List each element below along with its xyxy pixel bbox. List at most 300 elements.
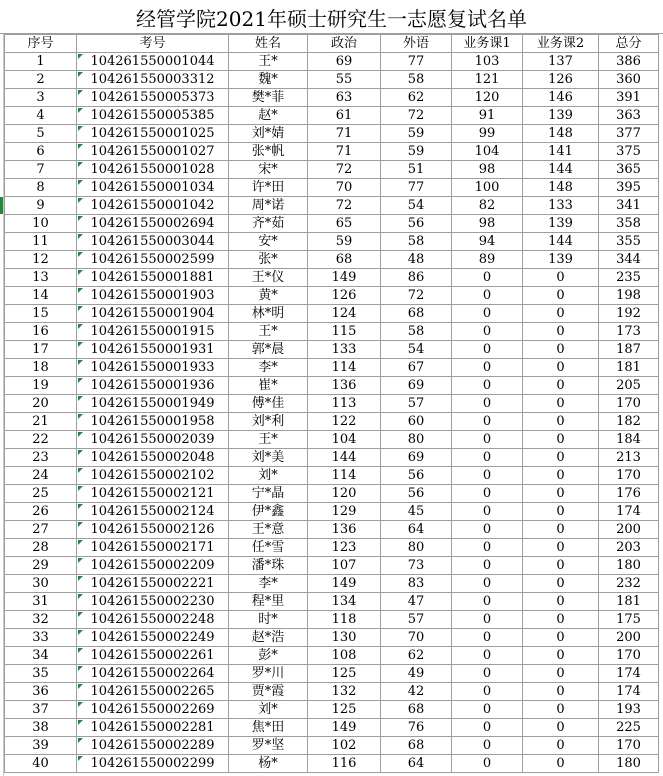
column-header-language[interactable]: 外语: [381, 35, 452, 53]
seq-cell[interactable]: 10: [5, 215, 77, 233]
exam-id-cell[interactable]: 104261550001936: [77, 377, 229, 395]
seq-cell[interactable]: 30: [5, 575, 77, 593]
total-cell[interactable]: 174: [599, 665, 659, 683]
name-cell[interactable]: 王*: [229, 53, 308, 71]
total-cell[interactable]: 205: [599, 377, 659, 395]
politics-cell[interactable]: 104: [308, 431, 381, 449]
language-cell[interactable]: 57: [381, 395, 452, 413]
politics-cell[interactable]: 124: [308, 305, 381, 323]
language-cell[interactable]: 69: [381, 377, 452, 395]
course2-cell[interactable]: 0: [523, 701, 599, 719]
course1-cell[interactable]: 0: [452, 377, 523, 395]
total-cell[interactable]: 200: [599, 521, 659, 539]
seq-cell[interactable]: 13: [5, 269, 77, 287]
total-cell[interactable]: 377: [599, 125, 659, 143]
column-header-course1[interactable]: 业务课1: [452, 35, 523, 53]
exam-id-cell[interactable]: 104261550002599: [77, 251, 229, 269]
exam-id-cell[interactable]: 104261550001949: [77, 395, 229, 413]
exam-id-cell[interactable]: 104261550002102: [77, 467, 229, 485]
language-cell[interactable]: 64: [381, 755, 452, 773]
name-cell[interactable]: 傅*佳: [229, 395, 308, 413]
exam-id-cell[interactable]: 104261550001034: [77, 179, 229, 197]
seq-cell[interactable]: 21: [5, 413, 77, 431]
course2-cell[interactable]: 0: [523, 269, 599, 287]
seq-cell[interactable]: 33: [5, 629, 77, 647]
course1-cell[interactable]: 0: [452, 413, 523, 431]
course2-cell[interactable]: 139: [523, 251, 599, 269]
seq-cell[interactable]: 34: [5, 647, 77, 665]
course1-cell[interactable]: 103: [452, 53, 523, 71]
total-cell[interactable]: 386: [599, 53, 659, 71]
seq-cell[interactable]: 9: [5, 197, 77, 215]
language-cell[interactable]: 58: [381, 71, 452, 89]
course2-cell[interactable]: 0: [523, 683, 599, 701]
total-cell[interactable]: 174: [599, 503, 659, 521]
politics-cell[interactable]: 129: [308, 503, 381, 521]
politics-cell[interactable]: 120: [308, 485, 381, 503]
name-cell[interactable]: 魏*: [229, 71, 308, 89]
exam-id-cell[interactable]: 104261550002221: [77, 575, 229, 593]
seq-cell[interactable]: 5: [5, 125, 77, 143]
politics-cell[interactable]: 65: [308, 215, 381, 233]
course1-cell[interactable]: 0: [452, 341, 523, 359]
course1-cell[interactable]: 0: [452, 359, 523, 377]
seq-cell[interactable]: 26: [5, 503, 77, 521]
course1-cell[interactable]: 94: [452, 233, 523, 251]
course1-cell[interactable]: 89: [452, 251, 523, 269]
politics-cell[interactable]: 115: [308, 323, 381, 341]
name-cell[interactable]: 齐*茹: [229, 215, 308, 233]
seq-cell[interactable]: 6: [5, 143, 77, 161]
column-header-seq[interactable]: 序号: [5, 35, 77, 53]
name-cell[interactable]: 焦*田: [229, 719, 308, 737]
total-cell[interactable]: 200: [599, 629, 659, 647]
course1-cell[interactable]: 98: [452, 161, 523, 179]
name-cell[interactable]: 林*明: [229, 305, 308, 323]
course1-cell[interactable]: 0: [452, 269, 523, 287]
politics-cell[interactable]: 102: [308, 737, 381, 755]
course1-cell[interactable]: 0: [452, 593, 523, 611]
politics-cell[interactable]: 114: [308, 467, 381, 485]
course2-cell[interactable]: 0: [523, 539, 599, 557]
total-cell[interactable]: 358: [599, 215, 659, 233]
politics-cell[interactable]: 68: [308, 251, 381, 269]
total-cell[interactable]: 176: [599, 485, 659, 503]
course1-cell[interactable]: 0: [452, 467, 523, 485]
exam-id-cell[interactable]: 104261550001915: [77, 323, 229, 341]
exam-id-cell[interactable]: 104261550002261: [77, 647, 229, 665]
language-cell[interactable]: 83: [381, 575, 452, 593]
language-cell[interactable]: 70: [381, 629, 452, 647]
name-cell[interactable]: 刘*婧: [229, 125, 308, 143]
total-cell[interactable]: 203: [599, 539, 659, 557]
total-cell[interactable]: 181: [599, 359, 659, 377]
exam-id-cell[interactable]: 104261550002249: [77, 629, 229, 647]
exam-id-cell[interactable]: 104261550001881: [77, 269, 229, 287]
name-cell[interactable]: 张*: [229, 251, 308, 269]
course2-cell[interactable]: 0: [523, 755, 599, 773]
politics-cell[interactable]: 123: [308, 539, 381, 557]
course2-cell[interactable]: 144: [523, 161, 599, 179]
exam-id-cell[interactable]: 104261550001027: [77, 143, 229, 161]
language-cell[interactable]: 67: [381, 359, 452, 377]
course1-cell[interactable]: 0: [452, 611, 523, 629]
seq-cell[interactable]: 2: [5, 71, 77, 89]
language-cell[interactable]: 54: [381, 197, 452, 215]
course1-cell[interactable]: 0: [452, 395, 523, 413]
course2-cell[interactable]: 148: [523, 179, 599, 197]
politics-cell[interactable]: 72: [308, 197, 381, 215]
exam-id-cell[interactable]: 104261550002121: [77, 485, 229, 503]
seq-cell[interactable]: 14: [5, 287, 77, 305]
course1-cell[interactable]: 99: [452, 125, 523, 143]
language-cell[interactable]: 76: [381, 719, 452, 737]
name-cell[interactable]: 潘*珠: [229, 557, 308, 575]
seq-cell[interactable]: 23: [5, 449, 77, 467]
exam-id-cell[interactable]: 104261550001025: [77, 125, 229, 143]
language-cell[interactable]: 69: [381, 449, 452, 467]
course1-cell[interactable]: 0: [452, 431, 523, 449]
exam-id-cell[interactable]: 104261550002265: [77, 683, 229, 701]
exam-id-cell[interactable]: 104261550005373: [77, 89, 229, 107]
name-cell[interactable]: 刘*利: [229, 413, 308, 431]
course1-cell[interactable]: 0: [452, 305, 523, 323]
language-cell[interactable]: 57: [381, 611, 452, 629]
course1-cell[interactable]: 0: [452, 323, 523, 341]
course1-cell[interactable]: 91: [452, 107, 523, 125]
course2-cell[interactable]: 0: [523, 305, 599, 323]
language-cell[interactable]: 62: [381, 647, 452, 665]
politics-cell[interactable]: 108: [308, 647, 381, 665]
name-cell[interactable]: 王*仪: [229, 269, 308, 287]
name-cell[interactable]: 伊*鑫: [229, 503, 308, 521]
course2-cell[interactable]: 126: [523, 71, 599, 89]
total-cell[interactable]: 181: [599, 593, 659, 611]
total-cell[interactable]: 187: [599, 341, 659, 359]
seq-cell[interactable]: 32: [5, 611, 77, 629]
politics-cell[interactable]: 116: [308, 755, 381, 773]
seq-cell[interactable]: 28: [5, 539, 77, 557]
course1-cell[interactable]: 0: [452, 755, 523, 773]
exam-id-cell[interactable]: 104261550001904: [77, 305, 229, 323]
course2-cell[interactable]: 0: [523, 413, 599, 431]
seq-cell[interactable]: 37: [5, 701, 77, 719]
total-cell[interactable]: 341: [599, 197, 659, 215]
exam-id-cell[interactable]: 104261550002124: [77, 503, 229, 521]
seq-cell[interactable]: 39: [5, 737, 77, 755]
language-cell[interactable]: 54: [381, 341, 452, 359]
course1-cell[interactable]: 98: [452, 215, 523, 233]
total-cell[interactable]: 365: [599, 161, 659, 179]
course1-cell[interactable]: 0: [452, 737, 523, 755]
seq-cell[interactable]: 22: [5, 431, 77, 449]
language-cell[interactable]: 47: [381, 593, 452, 611]
course2-cell[interactable]: 0: [523, 449, 599, 467]
politics-cell[interactable]: 149: [308, 269, 381, 287]
language-cell[interactable]: 48: [381, 251, 452, 269]
politics-cell[interactable]: 134: [308, 593, 381, 611]
seq-cell[interactable]: 38: [5, 719, 77, 737]
course2-cell[interactable]: 0: [523, 287, 599, 305]
seq-cell[interactable]: 27: [5, 521, 77, 539]
exam-id-cell[interactable]: 104261550002264: [77, 665, 229, 683]
exam-id-cell[interactable]: 104261550002289: [77, 737, 229, 755]
column-header-course2[interactable]: 业务课2: [523, 35, 599, 53]
course2-cell[interactable]: 0: [523, 629, 599, 647]
name-cell[interactable]: 刘*: [229, 467, 308, 485]
politics-cell[interactable]: 144: [308, 449, 381, 467]
politics-cell[interactable]: 114: [308, 359, 381, 377]
exam-id-cell[interactable]: 104261550001931: [77, 341, 229, 359]
name-cell[interactable]: 崔*: [229, 377, 308, 395]
language-cell[interactable]: 56: [381, 485, 452, 503]
name-cell[interactable]: 王*: [229, 323, 308, 341]
exam-id-cell[interactable]: 104261550002694: [77, 215, 229, 233]
seq-cell[interactable]: 7: [5, 161, 77, 179]
politics-cell[interactable]: 69: [308, 53, 381, 71]
course1-cell[interactable]: 0: [452, 701, 523, 719]
seq-cell[interactable]: 16: [5, 323, 77, 341]
course2-cell[interactable]: 0: [523, 323, 599, 341]
course2-cell[interactable]: 146: [523, 89, 599, 107]
seq-cell[interactable]: 29: [5, 557, 77, 575]
language-cell[interactable]: 80: [381, 431, 452, 449]
seq-cell[interactable]: 15: [5, 305, 77, 323]
politics-cell[interactable]: 107: [308, 557, 381, 575]
politics-cell[interactable]: 59: [308, 233, 381, 251]
course2-cell[interactable]: 139: [523, 107, 599, 125]
politics-cell[interactable]: 125: [308, 665, 381, 683]
total-cell[interactable]: 170: [599, 737, 659, 755]
name-cell[interactable]: 安*: [229, 233, 308, 251]
name-cell[interactable]: 刘*: [229, 701, 308, 719]
name-cell[interactable]: 张*帆: [229, 143, 308, 161]
exam-id-cell[interactable]: 104261550001903: [77, 287, 229, 305]
name-cell[interactable]: 杨*: [229, 755, 308, 773]
course1-cell[interactable]: 0: [452, 449, 523, 467]
name-cell[interactable]: 郭*晨: [229, 341, 308, 359]
language-cell[interactable]: 59: [381, 125, 452, 143]
exam-id-cell[interactable]: 104261550003044: [77, 233, 229, 251]
total-cell[interactable]: 395: [599, 179, 659, 197]
course2-cell[interactable]: 0: [523, 647, 599, 665]
name-cell[interactable]: 彭*: [229, 647, 308, 665]
total-cell[interactable]: 174: [599, 683, 659, 701]
exam-id-cell[interactable]: 104261550002209: [77, 557, 229, 575]
total-cell[interactable]: 192: [599, 305, 659, 323]
exam-id-cell[interactable]: 104261550002048: [77, 449, 229, 467]
name-cell[interactable]: 刘*美: [229, 449, 308, 467]
politics-cell[interactable]: 136: [308, 377, 381, 395]
language-cell[interactable]: 56: [381, 467, 452, 485]
seq-cell[interactable]: 35: [5, 665, 77, 683]
course1-cell[interactable]: 0: [452, 539, 523, 557]
seq-cell[interactable]: 4: [5, 107, 77, 125]
total-cell[interactable]: 198: [599, 287, 659, 305]
name-cell[interactable]: 赵*: [229, 107, 308, 125]
language-cell[interactable]: 58: [381, 233, 452, 251]
name-cell[interactable]: 赵*浩: [229, 629, 308, 647]
language-cell[interactable]: 86: [381, 269, 452, 287]
name-cell[interactable]: 许*田: [229, 179, 308, 197]
course1-cell[interactable]: 0: [452, 665, 523, 683]
name-cell[interactable]: 李*: [229, 575, 308, 593]
language-cell[interactable]: 42: [381, 683, 452, 701]
seq-cell[interactable]: 19: [5, 377, 77, 395]
course2-cell[interactable]: 0: [523, 485, 599, 503]
language-cell[interactable]: 73: [381, 557, 452, 575]
exam-id-cell[interactable]: 104261550002039: [77, 431, 229, 449]
exam-id-cell[interactable]: 104261550001933: [77, 359, 229, 377]
course1-cell[interactable]: 0: [452, 683, 523, 701]
total-cell[interactable]: 391: [599, 89, 659, 107]
politics-cell[interactable]: 72: [308, 161, 381, 179]
course1-cell[interactable]: 0: [452, 629, 523, 647]
politics-cell[interactable]: 70: [308, 179, 381, 197]
course1-cell[interactable]: 121: [452, 71, 523, 89]
course2-cell[interactable]: 144: [523, 233, 599, 251]
seq-cell[interactable]: 24: [5, 467, 77, 485]
politics-cell[interactable]: 149: [308, 575, 381, 593]
politics-cell[interactable]: 132: [308, 683, 381, 701]
politics-cell[interactable]: 113: [308, 395, 381, 413]
course2-cell[interactable]: 133: [523, 197, 599, 215]
language-cell[interactable]: 68: [381, 701, 452, 719]
name-cell[interactable]: 宋*: [229, 161, 308, 179]
total-cell[interactable]: 225: [599, 719, 659, 737]
exam-id-cell[interactable]: 104261550002171: [77, 539, 229, 557]
politics-cell[interactable]: 126: [308, 287, 381, 305]
name-cell[interactable]: 宁*晶: [229, 485, 308, 503]
course2-cell[interactable]: 0: [523, 719, 599, 737]
course2-cell[interactable]: 0: [523, 737, 599, 755]
course2-cell[interactable]: 139: [523, 215, 599, 233]
exam-id-cell[interactable]: 104261550002269: [77, 701, 229, 719]
total-cell[interactable]: 363: [599, 107, 659, 125]
seq-cell[interactable]: 1: [5, 53, 77, 71]
politics-cell[interactable]: 122: [308, 413, 381, 431]
seq-cell[interactable]: 31: [5, 593, 77, 611]
course1-cell[interactable]: 0: [452, 557, 523, 575]
total-cell[interactable]: 232: [599, 575, 659, 593]
seq-cell[interactable]: 36: [5, 683, 77, 701]
course1-cell[interactable]: 0: [452, 287, 523, 305]
exam-id-cell[interactable]: 104261550001042: [77, 197, 229, 215]
exam-id-cell[interactable]: 104261550002248: [77, 611, 229, 629]
seq-cell[interactable]: 3: [5, 89, 77, 107]
total-cell[interactable]: 180: [599, 755, 659, 773]
total-cell[interactable]: 355: [599, 233, 659, 251]
seq-cell[interactable]: 17: [5, 341, 77, 359]
seq-cell[interactable]: 20: [5, 395, 77, 413]
course1-cell[interactable]: 0: [452, 521, 523, 539]
course1-cell[interactable]: 0: [452, 575, 523, 593]
course1-cell[interactable]: 0: [452, 485, 523, 503]
total-cell[interactable]: 235: [599, 269, 659, 287]
seq-cell[interactable]: 8: [5, 179, 77, 197]
politics-cell[interactable]: 55: [308, 71, 381, 89]
course1-cell[interactable]: 82: [452, 197, 523, 215]
course2-cell[interactable]: 0: [523, 593, 599, 611]
language-cell[interactable]: 51: [381, 161, 452, 179]
course1-cell[interactable]: 0: [452, 647, 523, 665]
name-cell[interactable]: 周*诺: [229, 197, 308, 215]
total-cell[interactable]: 184: [599, 431, 659, 449]
course1-cell[interactable]: 120: [452, 89, 523, 107]
name-cell[interactable]: 罗*坚: [229, 737, 308, 755]
course2-cell[interactable]: 0: [523, 575, 599, 593]
politics-cell[interactable]: 71: [308, 143, 381, 161]
language-cell[interactable]: 80: [381, 539, 452, 557]
total-cell[interactable]: 173: [599, 323, 659, 341]
exam-id-cell[interactable]: 104261550003312: [77, 71, 229, 89]
course2-cell[interactable]: 141: [523, 143, 599, 161]
course2-cell[interactable]: 0: [523, 665, 599, 683]
language-cell[interactable]: 60: [381, 413, 452, 431]
language-cell[interactable]: 56: [381, 215, 452, 233]
total-cell[interactable]: 170: [599, 395, 659, 413]
course2-cell[interactable]: 0: [523, 503, 599, 521]
total-cell[interactable]: 170: [599, 647, 659, 665]
course2-cell[interactable]: 0: [523, 377, 599, 395]
course1-cell[interactable]: 104: [452, 143, 523, 161]
language-cell[interactable]: 62: [381, 89, 452, 107]
course2-cell[interactable]: 0: [523, 557, 599, 575]
column-header-exam-id[interactable]: 考号: [77, 35, 229, 53]
course1-cell[interactable]: 100: [452, 179, 523, 197]
language-cell[interactable]: 77: [381, 53, 452, 71]
course2-cell[interactable]: 0: [523, 359, 599, 377]
exam-id-cell[interactable]: 104261550001958: [77, 413, 229, 431]
politics-cell[interactable]: 63: [308, 89, 381, 107]
language-cell[interactable]: 72: [381, 107, 452, 125]
total-cell[interactable]: 193: [599, 701, 659, 719]
course2-cell[interactable]: 148: [523, 125, 599, 143]
language-cell[interactable]: 64: [381, 521, 452, 539]
column-header-politics[interactable]: 政治: [308, 35, 381, 53]
language-cell[interactable]: 68: [381, 305, 452, 323]
exam-id-cell[interactable]: 104261550002230: [77, 593, 229, 611]
course1-cell[interactable]: 0: [452, 503, 523, 521]
language-cell[interactable]: 49: [381, 665, 452, 683]
course2-cell[interactable]: 0: [523, 611, 599, 629]
total-cell[interactable]: 182: [599, 413, 659, 431]
language-cell[interactable]: 68: [381, 737, 452, 755]
course2-cell[interactable]: 0: [523, 341, 599, 359]
name-cell[interactable]: 贾*霞: [229, 683, 308, 701]
name-cell[interactable]: 罗*川: [229, 665, 308, 683]
politics-cell[interactable]: 61: [308, 107, 381, 125]
name-cell[interactable]: 李*: [229, 359, 308, 377]
total-cell[interactable]: 175: [599, 611, 659, 629]
course2-cell[interactable]: 0: [523, 467, 599, 485]
politics-cell[interactable]: 130: [308, 629, 381, 647]
exam-id-cell[interactable]: 104261550002281: [77, 719, 229, 737]
name-cell[interactable]: 王*: [229, 431, 308, 449]
total-cell[interactable]: 344: [599, 251, 659, 269]
total-cell[interactable]: 180: [599, 557, 659, 575]
politics-cell[interactable]: 125: [308, 701, 381, 719]
exam-id-cell[interactable]: 104261550001044: [77, 53, 229, 71]
course1-cell[interactable]: 0: [452, 719, 523, 737]
total-cell[interactable]: 375: [599, 143, 659, 161]
seq-cell[interactable]: 40: [5, 755, 77, 773]
total-cell[interactable]: 360: [599, 71, 659, 89]
name-cell[interactable]: 樊*菲: [229, 89, 308, 107]
language-cell[interactable]: 59: [381, 143, 452, 161]
total-cell[interactable]: 213: [599, 449, 659, 467]
course2-cell[interactable]: 0: [523, 395, 599, 413]
